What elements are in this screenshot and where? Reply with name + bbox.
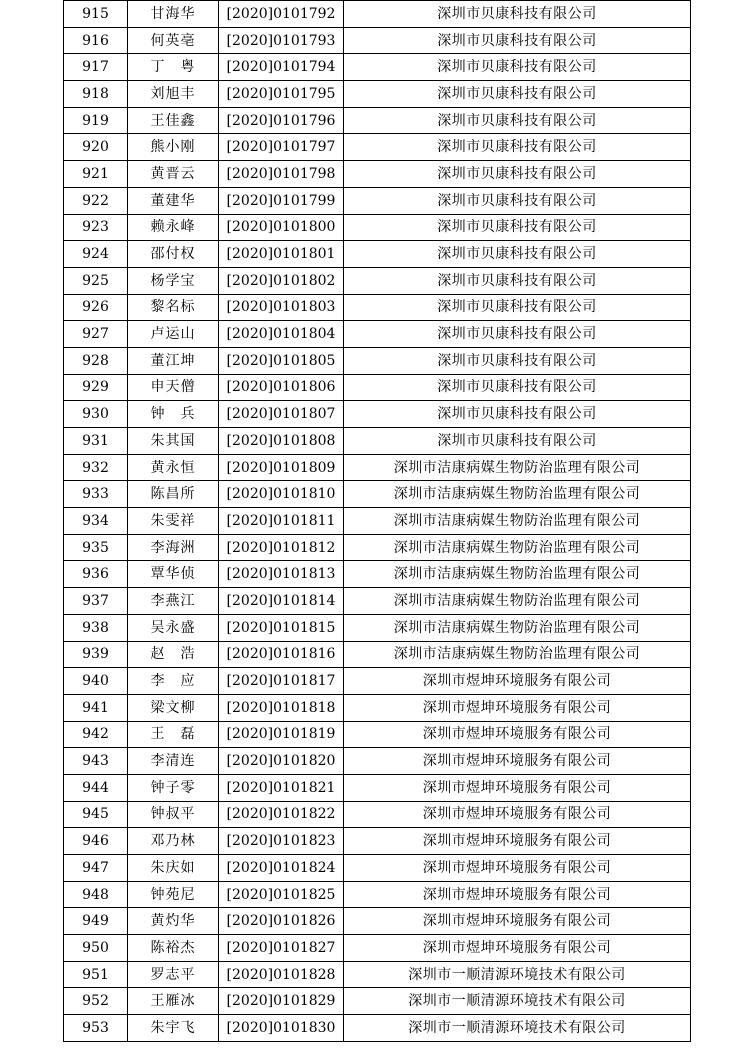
row-number-cell: 921 [64, 161, 128, 188]
organization-cell: 深圳市煜坤环境服务有限公司 [344, 694, 691, 721]
table-row [64, 774, 691, 801]
row-number-cell: 941 [64, 694, 128, 721]
row-number-cell: 935 [64, 534, 128, 561]
organization-cell: 深圳市洁康病媒生物防治监理有限公司 [344, 641, 691, 668]
person-name-cell: 甘海华 [128, 1, 219, 28]
certificate-number-cell: [2020]0101816 [219, 641, 344, 668]
table-row [64, 241, 691, 268]
certificate-number-cell: [2020]0101801 [219, 241, 344, 268]
organization-cell: 深圳市煜坤环境服务有限公司 [344, 668, 691, 695]
certificate-number-cell: [2020]0101799 [219, 187, 344, 214]
row-number-cell: 950 [64, 935, 128, 962]
row-number-cell: 934 [64, 508, 128, 535]
organization-cell: 深圳市洁康病媒生物防治监理有限公司 [344, 481, 691, 508]
table-row [64, 881, 691, 908]
person-name-cell: 丁 粤 [128, 54, 219, 81]
person-name-cell: 吴永盛 [128, 614, 219, 641]
organization-cell: 深圳市贝康科技有限公司 [344, 54, 691, 81]
organization-cell: 深圳市贝康科技有限公司 [344, 428, 691, 455]
table-row [64, 828, 691, 855]
row-number-cell: 926 [64, 294, 128, 321]
certificate-number-cell: [2020]0101828 [219, 961, 344, 988]
person-name-cell: 邓乃林 [128, 828, 219, 855]
person-name-cell: 李燕江 [128, 588, 219, 615]
row-number-cell: 943 [64, 748, 128, 775]
row-number-cell: 930 [64, 401, 128, 428]
person-name-cell: 何英亳 [128, 27, 219, 54]
table-row [64, 161, 691, 188]
organization-cell: 深圳市贝康科技有限公司 [344, 347, 691, 374]
organization-cell: 深圳市洁康病媒生物防治监理有限公司 [344, 508, 691, 535]
certificate-number-cell: [2020]0101796 [219, 107, 344, 134]
person-name-cell: 董建华 [128, 187, 219, 214]
organization-cell: 深圳市一顺清源环境技术有限公司 [344, 1015, 691, 1042]
person-name-cell: 黄灼华 [128, 908, 219, 935]
certificate-number-cell: [2020]0101795 [219, 81, 344, 108]
organization-cell: 深圳市煜坤环境服务有限公司 [344, 908, 691, 935]
certificate-number-cell: [2020]0101807 [219, 401, 344, 428]
organization-cell: 深圳市贝康科技有限公司 [344, 321, 691, 348]
certificate-number-cell: [2020]0101815 [219, 614, 344, 641]
person-name-cell: 陈裕杰 [128, 935, 219, 962]
person-name-cell: 钟苑尼 [128, 881, 219, 908]
person-name-cell: 王佳鑫 [128, 107, 219, 134]
row-number-cell: 929 [64, 374, 128, 401]
table-row [64, 801, 691, 828]
table-row [64, 908, 691, 935]
row-number-cell: 932 [64, 454, 128, 481]
row-number-cell: 937 [64, 588, 128, 615]
organization-cell: 深圳市煜坤环境服务有限公司 [344, 774, 691, 801]
person-name-cell: 杨学宝 [128, 267, 219, 294]
organization-cell: 深圳市贝康科技有限公司 [344, 401, 691, 428]
organization-cell: 深圳市贝康科技有限公司 [344, 107, 691, 134]
certificate-number-cell: [2020]0101794 [219, 54, 344, 81]
table-row [64, 454, 691, 481]
certificate-number-cell: [2020]0101800 [219, 214, 344, 241]
table-row [64, 267, 691, 294]
person-name-cell: 董江坤 [128, 347, 219, 374]
person-name-cell: 黎名标 [128, 294, 219, 321]
person-name-cell: 申天僧 [128, 374, 219, 401]
person-name-cell: 朱宇飞 [128, 1015, 219, 1042]
row-number-cell: 949 [64, 908, 128, 935]
organization-cell: 深圳市煜坤环境服务有限公司 [344, 881, 691, 908]
row-number-cell: 948 [64, 881, 128, 908]
organization-cell: 深圳市一顺清源环境技术有限公司 [344, 961, 691, 988]
person-name-cell: 李 应 [128, 668, 219, 695]
row-number-cell: 931 [64, 428, 128, 455]
certificate-number-cell: [2020]0101820 [219, 748, 344, 775]
certificate-number-cell: [2020]0101792 [219, 1, 344, 28]
table-row [64, 534, 691, 561]
certificate-number-cell: [2020]0101825 [219, 881, 344, 908]
table-row [64, 374, 691, 401]
person-name-cell: 邵付权 [128, 241, 219, 268]
organization-cell: 深圳市洁康病媒生物防治监理有限公司 [344, 534, 691, 561]
table-row [64, 347, 691, 374]
table-row [64, 855, 691, 882]
person-name-cell: 朱雯祥 [128, 508, 219, 535]
row-number-cell: 918 [64, 81, 128, 108]
table-row [64, 588, 691, 615]
table-row [64, 668, 691, 695]
certificate-number-cell: [2020]0101806 [219, 374, 344, 401]
certificate-number-cell: [2020]0101804 [219, 321, 344, 348]
person-name-cell: 赵 浩 [128, 641, 219, 668]
certificate-number-cell: [2020]0101823 [219, 828, 344, 855]
person-name-cell: 陈昌所 [128, 481, 219, 508]
table-row [64, 508, 691, 535]
certificate-number-cell: [2020]0101809 [219, 454, 344, 481]
table-row [64, 54, 691, 81]
row-number-cell: 933 [64, 481, 128, 508]
row-number-cell: 928 [64, 347, 128, 374]
certificate-number-cell: [2020]0101793 [219, 27, 344, 54]
row-number-cell: 922 [64, 187, 128, 214]
organization-cell: 深圳市洁康病媒生物防治监理有限公司 [344, 614, 691, 641]
row-number-cell: 951 [64, 961, 128, 988]
table-row [64, 428, 691, 455]
table-row [64, 134, 691, 161]
organization-cell: 深圳市贝康科技有限公司 [344, 134, 691, 161]
organization-cell: 深圳市一顺清源环境技术有限公司 [344, 988, 691, 1015]
certificate-number-cell: [2020]0101802 [219, 267, 344, 294]
certificate-number-cell: [2020]0101812 [219, 534, 344, 561]
certificate-number-cell: [2020]0101814 [219, 588, 344, 615]
person-name-cell: 王雁冰 [128, 988, 219, 1015]
organization-cell: 深圳市贝康科技有限公司 [344, 81, 691, 108]
certificate-number-cell: [2020]0101803 [219, 294, 344, 321]
row-number-cell: 944 [64, 774, 128, 801]
person-name-cell: 刘旭丰 [128, 81, 219, 108]
organization-cell: 深圳市洁康病媒生物防治监理有限公司 [344, 588, 691, 615]
person-name-cell: 李清连 [128, 748, 219, 775]
organization-cell: 深圳市煜坤环境服务有限公司 [344, 855, 691, 882]
table-row [64, 294, 691, 321]
organization-cell: 深圳市煜坤环境服务有限公司 [344, 828, 691, 855]
certificate-number-cell: [2020]0101830 [219, 1015, 344, 1042]
certificate-number-cell: [2020]0101826 [219, 908, 344, 935]
table-row [64, 214, 691, 241]
person-name-cell: 钟 兵 [128, 401, 219, 428]
organization-cell: 深圳市贝康科技有限公司 [344, 161, 691, 188]
person-name-cell: 罗志平 [128, 961, 219, 988]
table-row [64, 401, 691, 428]
table-row [64, 1015, 691, 1042]
person-name-cell: 赖永峰 [128, 214, 219, 241]
organization-cell: 深圳市贝康科技有限公司 [344, 187, 691, 214]
certificate-number-cell: [2020]0101819 [219, 721, 344, 748]
table-row [64, 935, 691, 962]
certificate-number-cell: [2020]0101798 [219, 161, 344, 188]
table-row [64, 721, 691, 748]
row-number-cell: 939 [64, 641, 128, 668]
table-row [64, 1, 691, 28]
row-number-cell: 927 [64, 321, 128, 348]
table-row [64, 641, 691, 668]
row-number-cell: 945 [64, 801, 128, 828]
certificate-number-cell: [2020]0101813 [219, 561, 344, 588]
row-number-cell: 953 [64, 1015, 128, 1042]
row-number-cell: 920 [64, 134, 128, 161]
organization-cell: 深圳市洁康病媒生物防治监理有限公司 [344, 454, 691, 481]
person-name-cell: 覃华侦 [128, 561, 219, 588]
row-number-cell: 919 [64, 107, 128, 134]
row-number-cell: 925 [64, 267, 128, 294]
organization-cell: 深圳市煜坤环境服务有限公司 [344, 935, 691, 962]
row-number-cell: 923 [64, 214, 128, 241]
organization-cell: 深圳市煜坤环境服务有限公司 [344, 801, 691, 828]
row-number-cell: 938 [64, 614, 128, 641]
roster-table-body [64, 1, 691, 1042]
row-number-cell: 916 [64, 27, 128, 54]
row-number-cell: 952 [64, 988, 128, 1015]
person-name-cell: 梁文柳 [128, 694, 219, 721]
row-number-cell: 936 [64, 561, 128, 588]
row-number-cell: 940 [64, 668, 128, 695]
row-number-cell: 947 [64, 855, 128, 882]
table-row [64, 187, 691, 214]
organization-cell: 深圳市贝康科技有限公司 [344, 241, 691, 268]
organization-cell: 深圳市贝康科技有限公司 [344, 374, 691, 401]
certificate-number-cell: [2020]0101818 [219, 694, 344, 721]
certificate-number-cell: [2020]0101827 [219, 935, 344, 962]
table-row [64, 961, 691, 988]
row-number-cell: 924 [64, 241, 128, 268]
roster-table [63, 0, 691, 1042]
person-name-cell: 熊小刚 [128, 134, 219, 161]
table-row [64, 694, 691, 721]
certificate-number-cell: [2020]0101810 [219, 481, 344, 508]
organization-cell: 深圳市贝康科技有限公司 [344, 267, 691, 294]
table-row [64, 27, 691, 54]
table-row [64, 614, 691, 641]
certificate-number-cell: [2020]0101805 [219, 347, 344, 374]
person-name-cell: 李海洲 [128, 534, 219, 561]
person-name-cell: 钟子零 [128, 774, 219, 801]
certificate-number-cell: [2020]0101822 [219, 801, 344, 828]
table-row [64, 81, 691, 108]
person-name-cell: 黄晋云 [128, 161, 219, 188]
organization-cell: 深圳市贝康科技有限公司 [344, 214, 691, 241]
row-number-cell: 917 [64, 54, 128, 81]
table-row [64, 107, 691, 134]
table-row [64, 561, 691, 588]
organization-cell: 深圳市洁康病媒生物防治监理有限公司 [344, 561, 691, 588]
person-name-cell: 黄永恒 [128, 454, 219, 481]
organization-cell: 深圳市贝康科技有限公司 [344, 27, 691, 54]
table-row [64, 748, 691, 775]
certificate-number-cell: [2020]0101811 [219, 508, 344, 535]
person-name-cell: 朱庆如 [128, 855, 219, 882]
row-number-cell: 915 [64, 1, 128, 28]
organization-cell: 深圳市煜坤环境服务有限公司 [344, 748, 691, 775]
table-row [64, 988, 691, 1015]
person-name-cell: 王 磊 [128, 721, 219, 748]
certificate-number-cell: [2020]0101821 [219, 774, 344, 801]
person-name-cell: 朱其国 [128, 428, 219, 455]
certificate-number-cell: [2020]0101829 [219, 988, 344, 1015]
person-name-cell: 钟叔平 [128, 801, 219, 828]
organization-cell: 深圳市贝康科技有限公司 [344, 294, 691, 321]
certificate-number-cell: [2020]0101817 [219, 668, 344, 695]
certificate-number-cell: [2020]0101797 [219, 134, 344, 161]
table-row [64, 481, 691, 508]
row-number-cell: 942 [64, 721, 128, 748]
row-number-cell: 946 [64, 828, 128, 855]
table-row [64, 321, 691, 348]
organization-cell: 深圳市贝康科技有限公司 [344, 1, 691, 28]
certificate-number-cell: [2020]0101808 [219, 428, 344, 455]
certificate-number-cell: [2020]0101824 [219, 855, 344, 882]
organization-cell: 深圳市煜坤环境服务有限公司 [344, 721, 691, 748]
roster-sheet [63, 0, 688, 1042]
person-name-cell: 卢运山 [128, 321, 219, 348]
